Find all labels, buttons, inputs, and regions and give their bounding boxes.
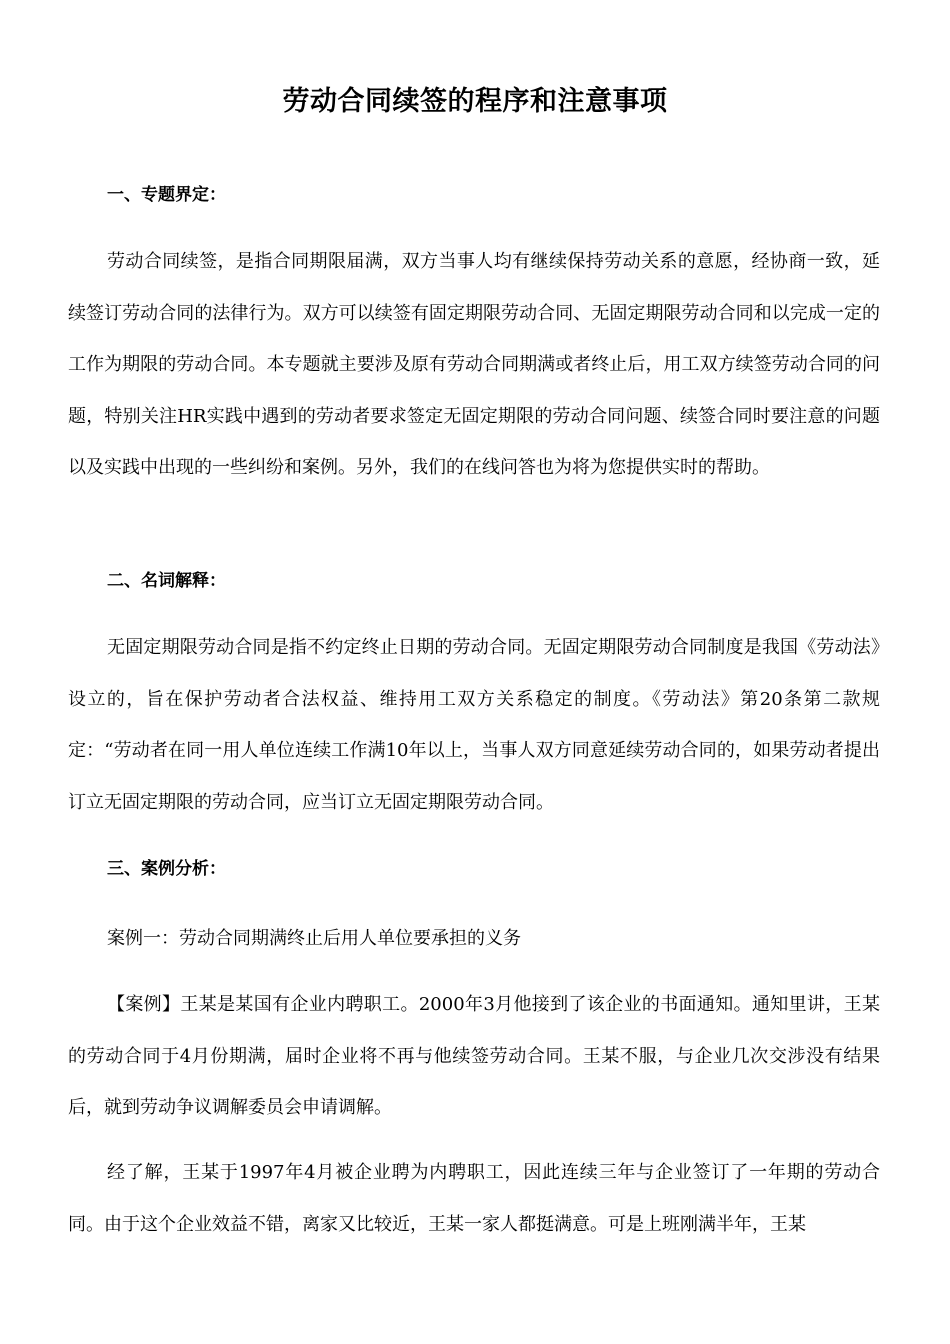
paragraph-case-description: 【案例】王某是某国有企业内聘职工。2000年3月他接到了该企业的书面通知。通知里讲，王某的劳动合同于4月份期满，届时企业将不再与他续签劳动合同。王某不服，与企业几次交涉没有结果后，就到劳动争议调解委员会申请调解。 xyxy=(68,994,880,1118)
section-heading-definition: 一、专题界定： xyxy=(107,185,226,205)
case-title: 案例一：劳动合同期满终止后用人单位要承担的义务 xyxy=(107,928,521,949)
section-heading-terms: 二、名词解释： xyxy=(107,571,226,591)
paragraph-definition: 劳动合同续签，是指合同期限届满，双方当事人均有继续保持劳动关系的意愿，经协商一致，延续签订劳动合同的法律行为。双方可以续签有固定期限劳动合同、无固定期限劳动合同和以完成一定的工作为期限的劳动合同。本专题就主要涉及原有劳动合同期满或者终止后，用工双方续签劳动合同的问题，特别关注HR实践中遇到的劳动者要求签定无固定期限的劳动合同问题、续签合同时要注意的问题以及实践中出现的一些纠纷和案例。另外，我们的在线问答也为将为您提供实时的帮助。 xyxy=(68,251,880,478)
document-title: 劳动合同续签的程序和注意事项 xyxy=(282,86,668,117)
paragraph-terms: 无固定期限劳动合同是指不约定终止日期的劳动合同。无固定期限劳动合同制度是我国《劳动法》设立的，旨在保护劳动者合法权益、维持用工双方关系稳定的制度。《劳动法》第20条第二款规定：“劳动者在同一用人单位连续工作满10年以上，当事人双方同意延续劳动合同的，如果劳动者提出订立无固定期限的劳动合同，应当订立无固定期限劳动合同。 xyxy=(68,637,880,813)
paragraph-case-background: 经了解，王某于1997年4月被企业聘为内聘职工，因此连续三年与企业签订了一年期的劳动合同。由于这个企业效益不错，离家又比较近，王某一家人都挺满意。可是上班刚满半年，王某 xyxy=(68,1162,880,1235)
section-heading-cases: 三、案例分析： xyxy=(107,859,226,879)
